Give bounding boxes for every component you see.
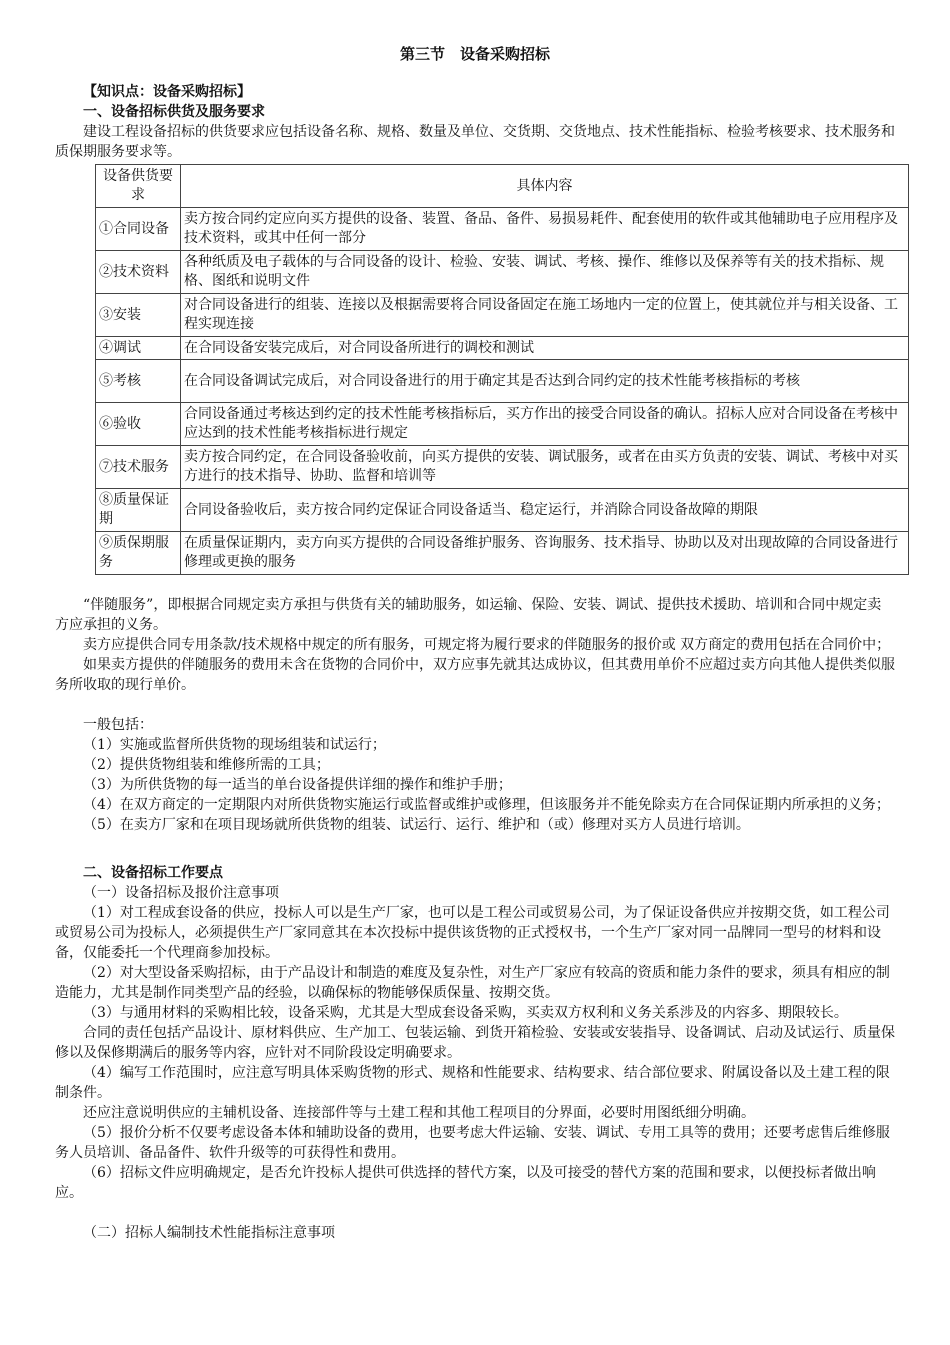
paragraph: 合同的责任包括产品设计、原材料供应、生产加工、包装运输、到货开箱检验、安装或安装指导、设备调试、启动及试运行、质量保修以及保修期满后的服务等内容，应针对不同阶段设定明确要求。 (55, 1025, 895, 1061)
table-cell-item: ⑤考核 (96, 360, 181, 403)
table-row (96, 208, 909, 251)
document-page (55, 44, 898, 1243)
table-row (96, 532, 909, 575)
knowledge-point-label: 【知识点：设备采购招标】 (83, 84, 251, 100)
table-cell-content: 卖方按合同约定，在合同设备验收前，向买方提供的安装、调试服务，或者在由买方负责的安装、调试、考核中对买方进行的技术指导、协助、监督和培训等 (181, 446, 909, 489)
table-cell-content: 卖方按合同约定应向买方提供的设备、装置、备品、备件、易损易耗件、配套使用的软件或其他辅助电子应用程序及技术资料，或其中任何一部分 (181, 208, 909, 251)
table-header-cell: 具体内容 (181, 165, 909, 208)
table-cell-item: ④调试 (96, 337, 181, 360)
table-header-row (96, 165, 909, 208)
table-row (96, 403, 909, 446)
table-row (96, 294, 909, 337)
paragraph-service-cost: 如果卖方提供的伴随服务的费用未含在货物的合同价中，双方应事先就其达成协议，但其费用单价不应超过卖方向其他人提供类似服务所收取的现行单价。 (55, 657, 895, 693)
paragraph: 还应注意说明供应的主辅机设备、连接部件等与土建工程和其他工程项目的分界面，必要时用图纸细分明确。 (83, 1105, 755, 1121)
paragraph: （5）报价分析不仅要考虑设备本体和辅助设备的费用，也要考虑大件运输、安装、调试、专用工具等的费用；还要考虑售后维修服务人员培训、备品备件、软件升级等的可获得性和费用。 (55, 1125, 890, 1161)
list-item: （1）实施或监督所供货物的现场组装和试运行； (83, 737, 386, 753)
section2-heading: 二、设备招标工作要点 (83, 865, 223, 881)
table-row (96, 489, 909, 532)
table-cell-item: ①合同设备 (96, 208, 181, 251)
table-cell-content: 合同设备通过考核达到约定的技术性能考核指标后，买方作出的接受合同设备的确认。招标人应对合同设备在考核中应达到的技术性能考核指标进行规定 (181, 403, 909, 446)
list-item: （5）在卖方厂家和在项目现场就所供货物的组装、试运行、运行、维护和（或）修理对买方人员进行培训。 (83, 817, 750, 833)
paragraph: （6）招标文件应明确规定，是否允许投标人提供可供选择的替代方案，以及可接受的替代方案的范围和要求，以便投标者做出响应。 (55, 1165, 876, 1201)
table-header-cell: 设备供货要求 (96, 165, 181, 208)
general-label: 一般包括： (83, 717, 153, 733)
table-row (96, 360, 909, 403)
paragraph: （4）编写工作范围时，应注意写明具体采购货物的形式、规格和性能要求、结构要求、结合部位要求、附属设备以及土建工程的限制条件。 (55, 1065, 890, 1101)
list-item: （3）为所供货物的每一适当的单台设备提供详细的操作和维护手册； (83, 777, 512, 793)
paragraph-service-price: 卖方应提供合同专用条款/技术规格中规定的所有服务，可规定将为履行要求的伴随服务的报价或 双方商定的费用包括在合同价中； (83, 637, 891, 653)
section-title: 第三节 设备采购招标 (399, 45, 550, 63)
table-row (96, 446, 909, 489)
list-item: （4）在双方商定的一定期限内对所供货物实施运行或监督或维护或修理，但该服务并不能免除卖方在合同保证期内所承担的义务； (83, 797, 890, 813)
table-cell-item: ⑦技术服务 (96, 446, 181, 489)
table-cell-content: 各种纸质及电子载体的与合同设备的设计、检验、安装、调试、考核、操作、维修以及保养等有关的技术指标、规格、图纸和说明文件 (181, 251, 909, 294)
table-cell-item: ⑥验收 (96, 403, 181, 446)
table-row (96, 337, 909, 360)
table-cell-content: 在合同设备安装完成后，对合同设备所进行的调校和测试 (181, 337, 909, 360)
paragraph: （3）与通用材料的采购相比较，设备采购，尤其是大型成套设备采购，买卖双方权利和义务关系涉及的内容多、期限较长。 (83, 1005, 848, 1021)
table-cell-item: ③安装 (96, 294, 181, 337)
subsection-heading: （一）设备招标及报价注意事项 (83, 885, 279, 901)
paragraph: （1）对工程成套设备的供应，投标人可以是生产厂家，也可以是工程公司或贸易公司，为了保证设备供应并按期交货，如工程公司或贸易公司为投标人，必须提供生产厂家同意其在本次投标中提供该货物的正式授权书，一个生产厂家对同一品牌同一型号的材料和设备，仅能委托一个代理商参加投标。 (55, 905, 890, 961)
paragraph: （2）对大型设备采购招标，由于产品设计和制造的难度及复杂性，对生产厂家应有较高的资质和能力条件的要求，须具有相应的制造能力，尤其是制作同类型产品的经验，以确保标的物能够保质保量、按期交货。 (55, 965, 890, 1001)
table-cell-item: ⑨质保期服务 (96, 532, 181, 575)
table-cell-content: 在合同设备调试完成后，对合同设备进行的用于确定其是否达到合同约定的技术性能考核指标的考核 (181, 360, 909, 403)
table-cell-item: ②技术资料 (96, 251, 181, 294)
table-cell-content: 合同设备验收后，卖方按合同约定保证合同设备适当、稳定运行，并消除合同设备故障的期限 (181, 489, 909, 532)
table-cell-item: ⑧质量保证期 (96, 489, 181, 532)
list-item: （2）提供货物组装和维修所需的工具； (83, 757, 330, 773)
supply-requirements-table (95, 164, 909, 575)
subsection-heading: （二）招标人编制技术性能指标注意事项 (83, 1225, 335, 1241)
table-row (96, 251, 909, 294)
section1-heading: 一、设备招标供货及服务要求 (83, 104, 265, 120)
paragraph-accompanying-service: “伴随服务”，即根据合同规定卖方承担与供货有关的辅助服务，如运输、保险、安装、调试、提供技术援助、培训和合同中规定卖方应承担的义务。 (55, 597, 882, 633)
table-cell-content: 对合同设备进行的组装、连接以及根据需要将合同设备固定在施工场地内一定的位置上，使其就位并与相关设备、工程实现连接 (181, 294, 909, 337)
table-cell-content: 在质量保证期内，卖方向买方提供的合同设备维护服务、咨询服务、技术指导、协助以及对出现故障的合同设备进行修理或更换的服务 (181, 532, 909, 575)
section1-intro: 建设工程设备招标的供货要求应包括设备名称、规格、数量及单位、交货期、交货地点、技术性能指标、检验考核要求、技术服务和质保期服务要求等。 (55, 124, 895, 160)
